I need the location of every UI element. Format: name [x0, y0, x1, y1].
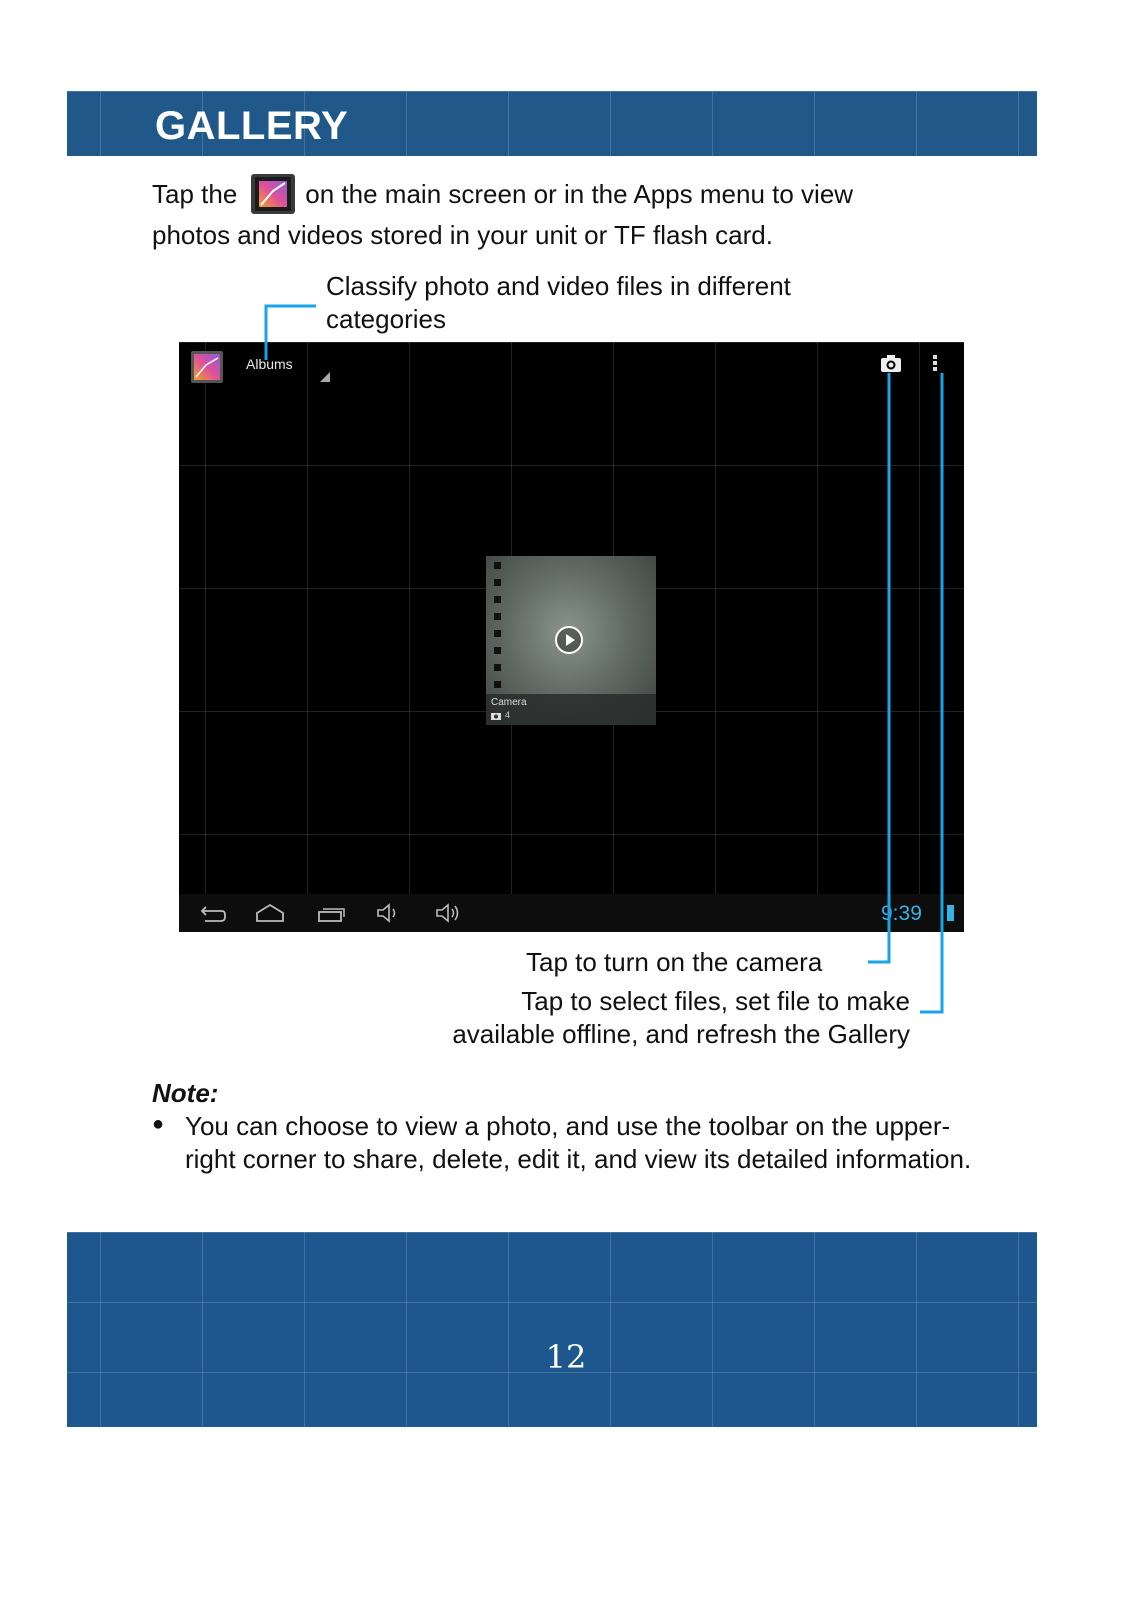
album-name: Camera	[491, 697, 527, 708]
page-number: 12	[545, 1338, 587, 1376]
note-text: You can choose to view a photo, and use the toolbar on the upper-right corner to share, delete, edit it, and view its detailed information.	[185, 1111, 972, 1174]
small-camera-icon	[491, 712, 501, 720]
footer-band	[67, 1232, 1037, 1427]
callout-menu-line-1: Tap to select files, set file to make	[521, 986, 910, 1016]
volume-down-icon[interactable]	[375, 903, 403, 923]
callout-menu	[402, 985, 910, 1051]
volume-up-icon[interactable]	[434, 903, 462, 923]
gallery-app-icon	[251, 174, 295, 214]
system-nav-bar	[179, 894, 964, 932]
callout-menu-line-2: available offline, and refresh the Gallery	[452, 1019, 910, 1049]
note-heading: Note:	[152, 1078, 219, 1108]
camera-icon[interactable]	[881, 354, 901, 372]
note-bullet: ●	[152, 1113, 165, 1135]
callout-albums	[326, 270, 791, 336]
intro-line-2: photos and videos stored in your unit or TF flash card.	[152, 220, 773, 250]
callout-albums-line-1: Classify photo and video files in different	[326, 271, 791, 301]
recent-apps-icon[interactable]	[317, 903, 347, 923]
page-title: GALLERY	[155, 104, 349, 148]
dropdown-arrow-icon[interactable]	[320, 372, 330, 382]
intro-text-after-icon: on the main screen or in the Apps menu to view	[305, 179, 854, 209]
album-caption	[486, 694, 656, 725]
home-icon[interactable]	[255, 903, 285, 923]
back-icon[interactable]	[197, 903, 227, 923]
intro-line-1	[152, 174, 853, 216]
callout-albums-line-2: categories	[326, 304, 446, 334]
play-icon[interactable]	[554, 625, 584, 655]
gallery-app-icon[interactable]	[191, 351, 223, 383]
gallery-screenshot	[179, 342, 964, 932]
intro-text-before-icon: Tap the	[152, 179, 238, 209]
album-count: 4	[505, 710, 511, 720]
film-strip-icon	[494, 562, 502, 694]
albums-view-label[interactable]: Albums	[246, 356, 293, 372]
status-clock: 9:39	[881, 902, 922, 925]
battery-icon	[947, 905, 954, 921]
overflow-menu-icon[interactable]	[932, 354, 938, 372]
callout-camera: Tap to turn on the camera	[526, 947, 823, 977]
album-tile-camera[interactable]	[486, 556, 656, 725]
